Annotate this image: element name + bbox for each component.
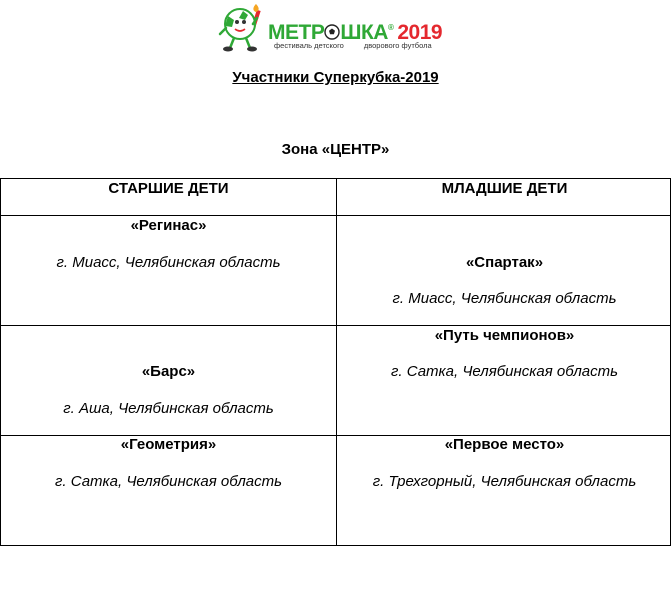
team-name: «Регинас» [130, 217, 207, 234]
logo-subtitle-left: фестиваль детского [274, 41, 344, 50]
team-city: г. Аша, Челябинская область [63, 400, 274, 417]
logo-word-part1: МЕТР [268, 21, 325, 44]
header-junior: МЛАДШИЕ ДЕТИ [441, 180, 568, 197]
row-divider [1, 325, 670, 326]
registered-mark: ® [387, 23, 394, 32]
logo-wordmark [268, 16, 443, 44]
team-name: «Спартак» [465, 254, 544, 271]
logo-subtitle-right: дворового футбола [363, 41, 432, 50]
participants-table [0, 178, 671, 546]
festival-logo [216, 2, 452, 52]
team-name: «Геометрия» [120, 436, 217, 453]
team-name: «Путь чемпионов» [434, 327, 575, 344]
mascot-ball-icon [216, 2, 272, 52]
logo-word-part2: ШКА [340, 21, 388, 44]
logo-year: 2019 [397, 21, 443, 44]
team-city: г. Миасс, Челябинская область [392, 290, 617, 307]
header-senior: СТАРШИЕ ДЕТИ [108, 180, 229, 197]
team-city: г. Сатка, Челябинская область [54, 473, 283, 490]
row-divider [1, 215, 670, 216]
team-name: «Первое место» [444, 436, 565, 453]
team-name: «Барс» [141, 363, 196, 380]
page-title: Участники Суперкубка-2019 [232, 69, 439, 86]
team-city: г. Трехгорный, Челябинская область [372, 473, 637, 490]
logo-subtitle [274, 41, 432, 50]
team-city: г. Миасс, Челябинская область [56, 254, 281, 271]
team-city: г. Сатка, Челябинская область [390, 363, 619, 380]
football-icon [324, 24, 340, 40]
zone-title: Зона «ЦЕНТР» [281, 141, 390, 158]
